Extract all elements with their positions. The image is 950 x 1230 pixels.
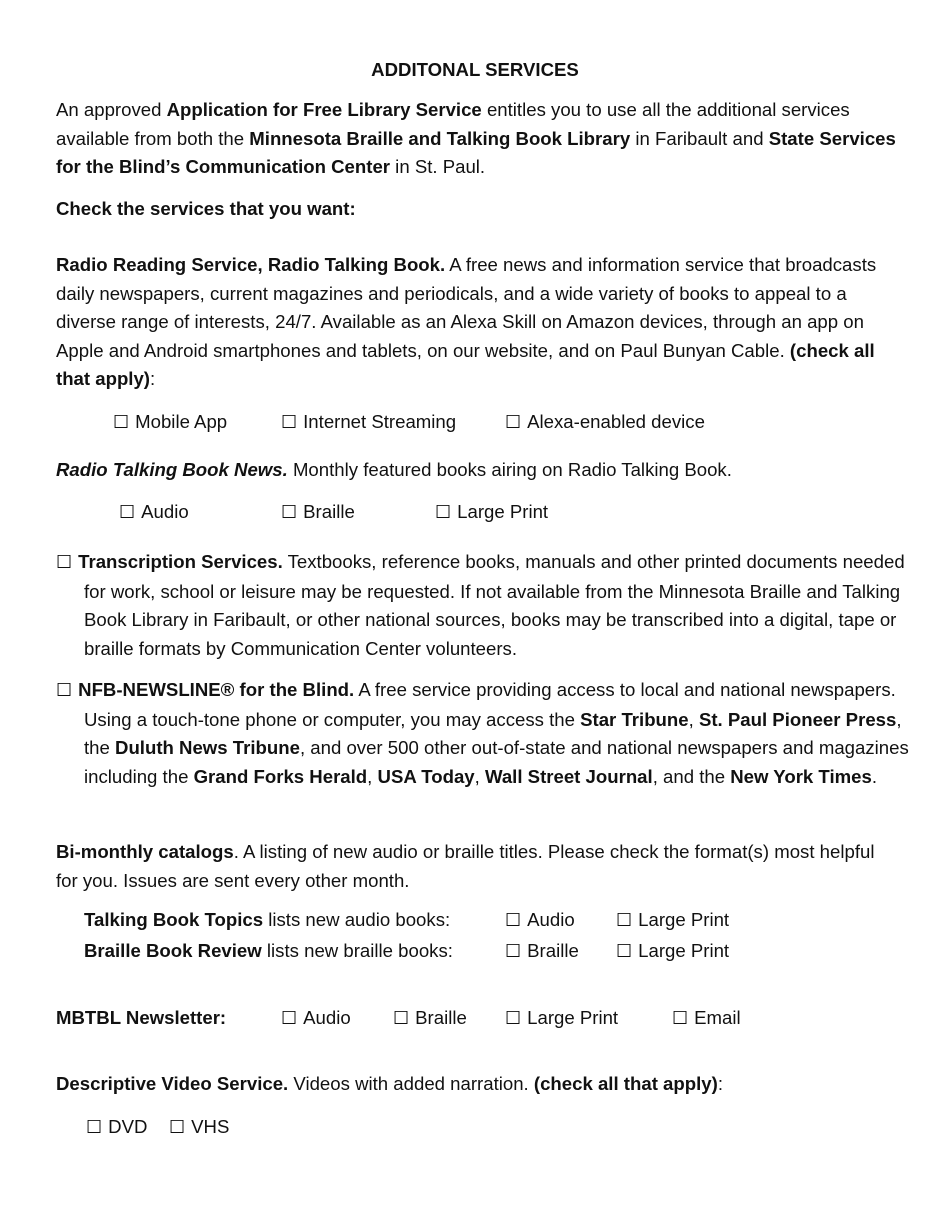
- page-title: ADDITONAL SERVICES: [371, 59, 579, 80]
- check-heading: Check the services that you want:: [56, 198, 356, 219]
- checkbox-bbr-braille[interactable]: ☐ Braille: [505, 940, 579, 962]
- checkbox-newsletter-email[interactable]: ☐ Email: [672, 1007, 741, 1029]
- transcription-paragraph: ☐ Transcription Services. Textbooks, reference books, manuals and other printed documents needed for work, school or leisure may be requested. If not available from the Minnesota Braille and Talking Book Library in Faribault, or other national sources, books may be transcribed into a digital, tape or braille formats by Communication Center volunteers.: [56, 551, 905, 659]
- radio-reading-paragraph: Radio Reading Service, Radio Talking Book. A free news and information service that broadcasts daily newspapers, current magazines and periodicals, and a wide variety of books to appeal to a diverse range of interests, 24/7. Available as an Alexa Skill on Amazon devices, through an app on Apple and Android smartphones and tablets, on our website, and on Paul Bunyan Cable. (check all that apply):: [56, 254, 877, 390]
- checkbox-vhs[interactable]: ☐ VHS: [169, 1116, 230, 1138]
- dvs-paragraph: Descriptive Video Service. Videos with added narration. (check all that apply):: [56, 1073, 723, 1094]
- catalogs-paragraph: Bi-monthly catalogs. A listing of new audio or braille titles. Please check the format(s) most helpful for you. Issues are sent every other month.: [56, 841, 875, 891]
- checkbox-newsline[interactable]: ☐: [56, 680, 73, 701]
- checkbox-bbr-large-print[interactable]: ☐ Large Print: [616, 940, 730, 962]
- rtb-news-paragraph: Radio Talking Book News. Monthly featured books airing on Radio Talking Book.: [56, 459, 732, 480]
- checkbox-rtb-large-print[interactable]: ☐ Large Print: [435, 501, 549, 523]
- intro-paragraph: An approved Application for Free Library Service entitles you to use all the additional services available from both the Minnesota Braille and Talking Book Library in Faribault and State Services for the Blind’s Communication Center in St. Paul.: [56, 99, 896, 178]
- checkbox-tbt-audio[interactable]: ☐ Audio: [505, 909, 575, 931]
- checkbox-rtb-braille[interactable]: ☐ Braille: [281, 501, 355, 523]
- checkbox-internet-streaming[interactable]: ☐ Internet Streaming: [281, 411, 457, 433]
- checkbox-dvd[interactable]: ☐ DVD: [86, 1116, 148, 1138]
- newsletter-label: MBTBL Newsletter:: [56, 1007, 227, 1028]
- newsline-paragraph: ☐ NFB-NEWSLINE® for the Blind. A free service providing access to local and national newspapers. Using a touch-tone phone or computer, you may access the Star Tribune, St. Paul Pioneer Press, the Duluth News Tribune, and over 500 other out-of-state and national newspapers and magazines including the Grand Forks Herald, USA Today, Wall Street Journal, and the New York Times.: [56, 679, 909, 787]
- checkbox-alexa-device[interactable]: ☐ Alexa-enabled device: [505, 411, 705, 433]
- checkbox-tbt-large-print[interactable]: ☐ Large Print: [616, 909, 730, 931]
- checkbox-newsletter-braille[interactable]: ☐ Braille: [393, 1007, 467, 1029]
- checkbox-newsletter-large-print[interactable]: ☐ Large Print: [505, 1007, 619, 1029]
- checkbox-mobile-app[interactable]: ☐ Mobile App: [113, 411, 228, 433]
- catalog-row-talking-book-topics: Talking Book Topics lists new audio books:: [84, 909, 451, 930]
- checkbox-rtb-audio[interactable]: ☐ Audio: [119, 501, 189, 523]
- checkbox-transcription[interactable]: ☐: [56, 552, 73, 573]
- checkbox-newsletter-audio[interactable]: ☐ Audio: [281, 1007, 351, 1029]
- catalog-row-braille-book-review: Braille Book Review lists new braille books:: [84, 940, 453, 961]
